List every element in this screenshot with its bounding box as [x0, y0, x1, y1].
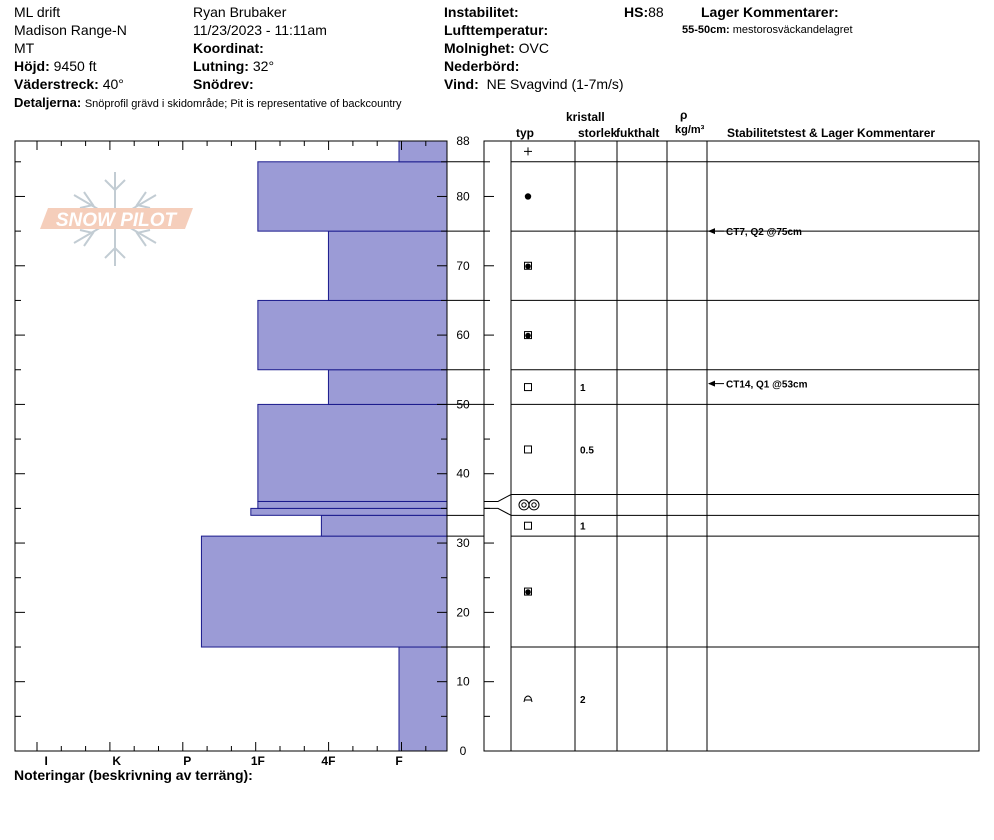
state-name: MT [14, 40, 35, 56]
grain-cell-9 [525, 193, 531, 199]
aspect-value: 40° [102, 76, 124, 92]
hardness-bar-3 [251, 508, 447, 515]
grain-cell-2 [525, 522, 587, 533]
stability-test-0: CT7, Q2 @75cm [726, 227, 802, 239]
rounding-faceted-icon [525, 589, 531, 595]
grain-cell-8 [525, 262, 532, 269]
instability-label: Instabilitet: [444, 4, 519, 20]
hs-value: 88 [648, 4, 664, 20]
col-kristall: kristall [566, 110, 605, 124]
rounded-grain-icon [525, 193, 531, 199]
grain-cell-4 [519, 500, 539, 510]
col-typ: typ [516, 126, 534, 140]
sky-value: OVC [518, 40, 549, 56]
test-arrow-icon [708, 228, 715, 234]
y-tick-label-50: 50 [456, 397, 470, 412]
y-tick-label-0: 0 [459, 744, 467, 758]
col-density-unit: kg/m³ [675, 124, 705, 136]
layer-comments-label: Lager Kommentarer: [701, 4, 839, 20]
details-label: Detaljerna: [14, 95, 82, 110]
faceted-grain-icon [525, 446, 532, 453]
range-name: Madison Range-N [14, 22, 127, 38]
hardness-bar-8 [328, 231, 447, 300]
hardness-bars [201, 141, 447, 751]
grain-size-6: 1 [580, 383, 586, 395]
y-tick-label-20: 20 [456, 605, 470, 620]
hardness-bar-4 [258, 501, 447, 508]
coordinate-label: Koordinat: [193, 40, 264, 56]
elevation-label: Höjd: [14, 58, 50, 74]
depth-hoar-icon [524, 696, 532, 702]
air-temp-label: Lufttemperatur: [444, 22, 549, 38]
slope-label: Lutning: [193, 58, 249, 74]
col-rho: ρ [680, 108, 688, 122]
elevation-value: 9450 ft [53, 58, 97, 74]
col-stability: Stabilitetstest & Lager Kommentarer [727, 126, 936, 140]
grain-cell-5 [525, 445, 595, 456]
hs-label: HS: [624, 4, 649, 20]
layer-comment-text: mestorosväckandelagret [732, 24, 853, 36]
x-tick-label-I: I [44, 754, 48, 768]
x-tick-label-F: F [395, 754, 403, 768]
wind-value: NE Svagvind (1-7m/s) [486, 76, 624, 92]
layer-connector-fan [484, 495, 511, 502]
melt-form-icon [529, 500, 539, 510]
melt-form-icon [532, 503, 536, 507]
details-text: Snöprofil grävd i skidområde; Pit is representative of backcountry [84, 98, 402, 110]
y-tick-label-30: 30 [456, 536, 470, 551]
hardness-bar-1 [201, 536, 447, 647]
hardness-bar-0 [399, 647, 447, 751]
y-tick-label-80: 80 [456, 189, 470, 204]
layer-table-columns [511, 141, 707, 751]
hardness-bar-7 [258, 300, 447, 369]
grain-size-5: 0.5 [580, 445, 594, 457]
melt-form-icon [519, 500, 529, 510]
y-tick-label-60: 60 [456, 328, 470, 343]
test-arrow-icon [708, 381, 715, 387]
location-name: ML drift [14, 4, 61, 20]
grain-size-0: 2 [580, 695, 586, 707]
faceted-grain-icon [525, 522, 532, 529]
y-tick-label-40: 40 [456, 466, 470, 481]
wind-loading-label: Snödrev: [193, 76, 254, 92]
melt-form-icon [522, 503, 526, 507]
stability-test-1: CT14, Q1 @53cm [726, 379, 808, 391]
x-tick-label-4F: 4F [321, 754, 336, 768]
hardness-bar-9 [258, 162, 447, 231]
x-tick-label-1F: 1F [250, 754, 265, 768]
col-storlek: storlek [578, 126, 618, 140]
hardness-bar-5 [258, 404, 447, 501]
grain-cell-1 [525, 588, 532, 595]
y-tick-label-88: 88 [456, 134, 470, 148]
grain-cell-6 [525, 383, 587, 394]
grain-cell-0 [524, 695, 586, 706]
aspect-label: Väderstreck: [14, 76, 99, 92]
x-tick-label-P: P [183, 754, 192, 768]
y-tick-label-70: 70 [456, 258, 470, 273]
logo-text: SNOW PILOT [55, 210, 177, 231]
layer-connector-fan [484, 508, 511, 515]
grain-size-2: 1 [580, 521, 586, 533]
x-tick-label-K: K [112, 754, 122, 768]
hardness-bar-6 [328, 370, 447, 405]
grain-cell-10 [524, 147, 532, 155]
precip-label: Nederbörd: [444, 58, 520, 74]
layer-comment-range: 55-50cm: [682, 24, 730, 36]
rounding-faceted-icon [525, 263, 531, 269]
wind-label: Vind: [444, 76, 479, 92]
notes-label: Noteringar (beskrivning av terräng): [14, 767, 253, 783]
stability-tests [708, 227, 808, 391]
faceted-grain-icon [525, 384, 532, 391]
hardness-bar-10 [399, 141, 447, 162]
sky-label: Molnighet: [444, 40, 515, 56]
rounding-faceted-icon [525, 333, 531, 339]
observer-name: Ryan Brubaker [193, 4, 287, 20]
hardness-bar-2 [321, 515, 447, 536]
y-tick-label-10: 10 [456, 674, 470, 689]
slope-value: 32° [252, 58, 275, 74]
grain-cell-7 [525, 332, 532, 339]
observation-datetime: 11/23/2023 - 11:11am [193, 22, 327, 38]
col-fukthalt: fukthalt [616, 126, 660, 140]
snowpilot-logo [40, 172, 193, 266]
